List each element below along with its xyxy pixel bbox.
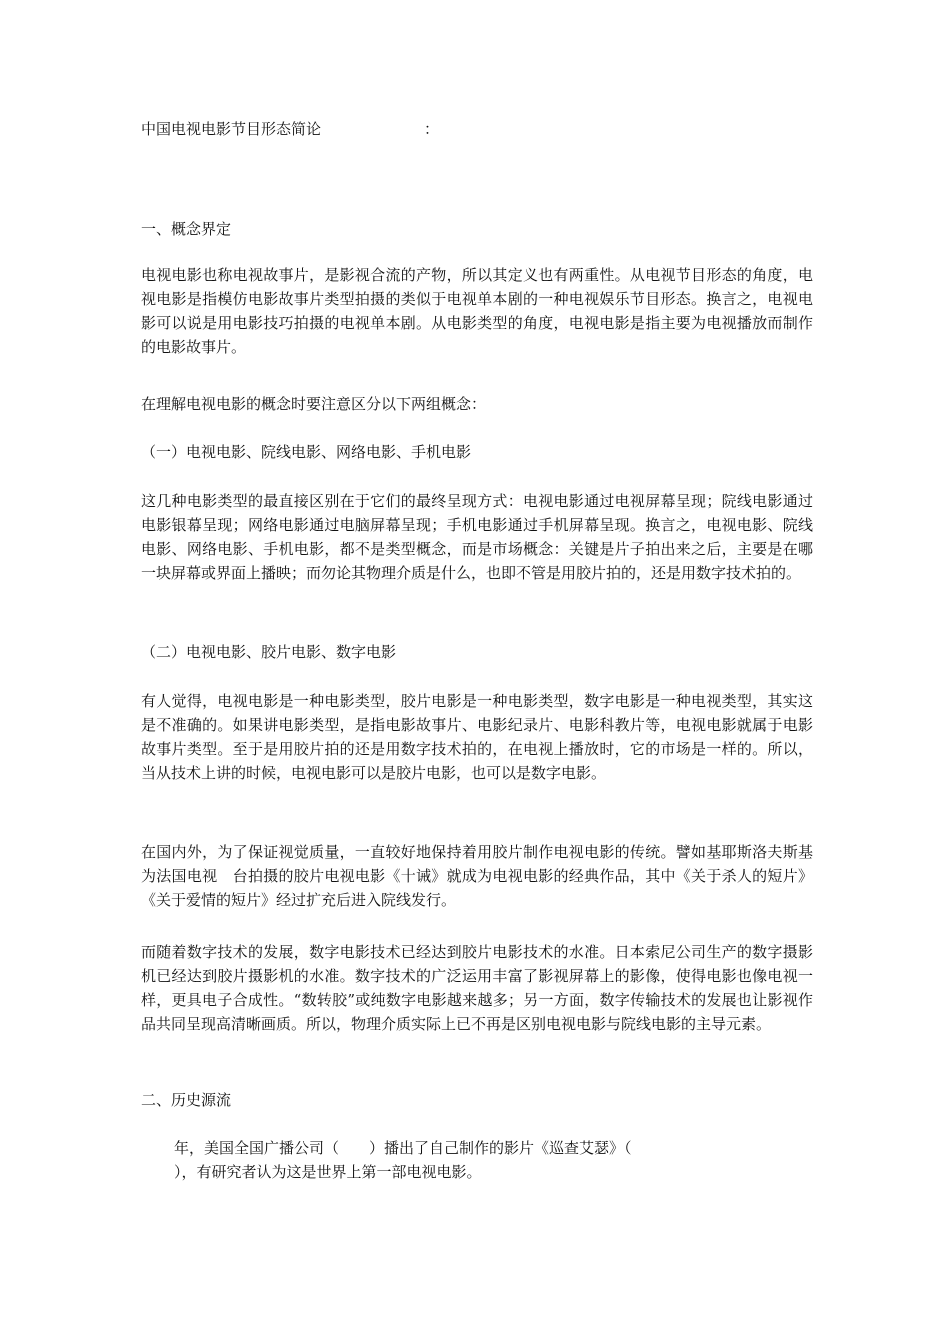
- paragraph-definition: 电视电影也称电视故事片，是影视合流的产物，所以其定义也有两重性。从电视节目形态的角度，电视电影是指模仿电影故事片类型拍摄的类似于电视单本剧的一种电视娱乐节目形态。换言之，电视电影可以说是用电影技巧拍摄的电视单本剧。从电影类型的角度，电视电影是指主要为电视播放而制作的电影故事片。: [141, 266, 813, 356]
- subheading-screen-types: （一）电视电影、院线电影、网络电影、手机电影: [141, 443, 472, 461]
- document-title: 中国电视电影节目形态简论: [141, 120, 322, 138]
- paragraph-film-tradition: 在国内外，为了保证视觉质量，一直较好地保持着用胶片制作电视电影的传统。譬如基耶斯洛夫斯基为法国电视 台拍摄的胶片电视电影《十诫》就成为电视电影的经典作品，其中《关于杀人的短片》《关于爱情的短片》经过扩充后进入院线发行。: [141, 843, 813, 909]
- history-line-2: ），有研究者认为这是世界上第一部电视电影。: [174, 1163, 482, 1181]
- section-heading-history: 二、历史源流: [141, 1091, 232, 1109]
- paragraph-digital-development: 而随着数字技术的发展，数字电影技术已经达到胶片电影技术的水准。日本索尼公司生产的数字摄影机已经达到胶片摄影机的水准。数字技术的广泛运用丰富了影视屏幕上的影像，使得电影也像电视一样，更具电子合成性。“数转胶”或纯数字电影越来越多；另一方面，数字传输技术的发展也让影视作品共同呈现高清晰画质。所以，物理介质实际上已不再是区别电视电影与院线电影的主导元素。: [141, 943, 813, 1033]
- paragraph-medium-types: 有人觉得，电视电影是一种电影类型，胶片电影是一种电影类型，数字电影是一种电视类型，其实这是不准确的。如果讲电影类型，是指电影故事片、电影纪录片、电影科教片等，电视电影就属于电影故事片类型。至于是用胶片拍的还是用数字技术拍的，在电视上播放时，它的市场是一样的。所以，当从技术上讲的时候，电视电影可以是胶片电影，也可以是数字电影。: [141, 692, 813, 782]
- title-colon: ：: [424, 120, 440, 138]
- section-heading-concept: 一、概念界定: [141, 220, 232, 238]
- paragraph-history-origin: [141, 1136, 813, 1184]
- history-line-1: 年，美国全国广播公司（ ）播出了自己制作的影片《巡查艾瑟》（: [174, 1139, 632, 1157]
- subheading-medium-types: （二）电视电影、胶片电影、数字电影: [141, 643, 397, 661]
- paragraph-screen-types: 这几种电影类型的最直接区别在于它们的最终呈现方式：电视电影通过电视屏幕呈现；院线电影通过电影银幕呈现；网络电影通过电脑屏幕呈现；手机电影通过手机屏幕呈现。换言之，电视电影、院线电影、网络电影、手机电影，都不是类型概念，而是市场概念：关键是片子拍出来之后，主要是在哪一块屏幕或界面上播映；而勿论其物理介质是什么，也即不管是用胶片拍的，还是用数字技术拍的。: [141, 492, 813, 582]
- paragraph-intro-distinctions: 在理解电视电影的概念时要注意区分以下两组概念：: [141, 395, 487, 413]
